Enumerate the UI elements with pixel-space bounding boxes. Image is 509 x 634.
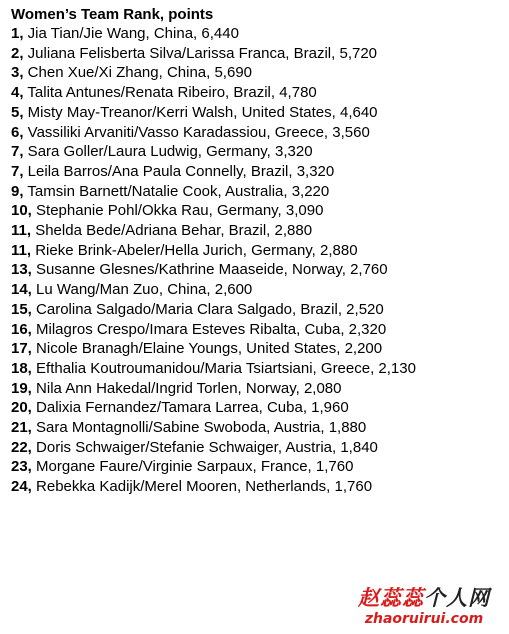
rank-number: 14,	[11, 281, 32, 299]
rank-number: 17,	[11, 340, 32, 358]
ranking-row	[11, 379, 416, 399]
ranking-row	[11, 477, 416, 497]
rank-number: 7,	[11, 143, 24, 161]
rank-number: 11,	[11, 241, 32, 259]
ranking-row	[11, 83, 416, 103]
team-entry: Misty May-Treanor/Kerri Walsh, United States, 4,640	[23, 103, 378, 121]
ranking-row	[11, 182, 416, 202]
team-entry: Sara Goller/Laura Ludwig, Germany, 3,320	[23, 143, 313, 161]
ranking-row	[11, 241, 416, 261]
rank-number: 3,	[11, 64, 24, 82]
ranking-row	[11, 320, 416, 340]
rank-number: 16,	[11, 320, 32, 338]
team-entry: Milagros Crespo/Imara Esteves Ribalta, Cuba, 2,320	[31, 320, 387, 338]
team-entry: Nicole Branagh/Elaine Youngs, United States, 2,200	[31, 340, 383, 358]
ranking-row	[11, 457, 416, 477]
rank-number: 2,	[11, 44, 24, 62]
team-entry: Rebekka Kadijk/Merel Mooren, Netherlands, 1,760	[31, 478, 373, 496]
team-entry: Juliana Felisberta Silva/Larissa Franca, Brazil, 5,720	[23, 44, 378, 62]
watermark-site-name	[349, 586, 499, 610]
team-entry: Susanne Glesnes/Kathrine Maaseide, Norway, 2,760	[31, 261, 388, 279]
ranking-row	[11, 221, 416, 241]
ranking-row	[11, 44, 416, 64]
rank-number: 21,	[11, 419, 32, 437]
team-entry: Leila Barros/Ana Paula Connelly, Brazil, 3,320	[23, 162, 335, 180]
team-entry: Tamsin Barnett/Natalie Cook, Australia, 3,220	[23, 182, 330, 200]
rank-number: 11,	[11, 222, 32, 240]
rank-number: 4,	[11, 84, 24, 102]
ranking-row	[11, 339, 416, 359]
team-entry: Vassiliki Arvaniti/Vasso Karadassiou, Greece, 3,560	[23, 123, 370, 141]
rankings-list	[11, 24, 416, 497]
team-entry: Sara Montagnolli/Sabine Swoboda, Austria, 1,880	[31, 419, 367, 437]
ranking-row	[11, 162, 416, 182]
rank-number: 18,	[11, 359, 32, 377]
rank-number: 19,	[11, 379, 32, 397]
site-watermark	[349, 586, 499, 628]
ranking-row	[11, 103, 416, 123]
ranking-row	[11, 63, 416, 83]
rank-number: 7,	[11, 162, 24, 180]
team-entry: Stephanie Pohl/Okka Rau, Germany, 3,090	[31, 202, 324, 220]
ranking-row	[11, 418, 416, 438]
ranking-row	[11, 201, 416, 221]
ranking-row	[11, 359, 416, 379]
team-entry: Carolina Salgado/Maria Clara Salgado, Brazil, 2,520	[31, 300, 384, 318]
ranking-row	[11, 123, 416, 143]
rank-number: 20,	[11, 399, 32, 417]
rank-number: 23,	[11, 458, 32, 476]
rank-number: 13,	[11, 261, 32, 279]
team-entry: Talita Antunes/Renata Ribeiro, Brazil, 4,780	[23, 84, 317, 102]
ranking-row	[11, 260, 416, 280]
team-entry: Morgane Faure/Virginie Sarpaux, France, 1,760	[31, 458, 354, 476]
rank-number: 5,	[11, 103, 24, 121]
team-entry: Doris Schwaiger/Stefanie Schwaiger, Austria, 1,840	[31, 438, 378, 456]
rank-number: 24,	[11, 478, 32, 496]
team-entry: Jia Tian/Jie Wang, China, 6,440	[23, 25, 239, 42]
team-entry: Rieke Brink-Abeler/Hella Jurich, Germany, 2,880	[31, 241, 358, 259]
page-title: Women’s Team Rank, points	[11, 6, 214, 23]
ranking-row	[11, 24, 416, 44]
watermark-name: 赵蕊蕊	[358, 585, 424, 610]
ranking-row	[11, 398, 416, 418]
team-entry: Efthalia Koutroumanidou/Maria Tsiartsiani, Greece, 2,130	[31, 359, 416, 377]
ranking-row	[11, 300, 416, 320]
watermark-suffix: 个人网	[424, 585, 490, 610]
rank-number: 10,	[11, 202, 32, 220]
watermark-url: zhaoruirui.com	[364, 611, 484, 627]
ranking-row	[11, 142, 416, 162]
team-entry: Lu Wang/Man Zuo, China, 2,600	[31, 281, 253, 299]
team-entry: Chen Xue/Xi Zhang, China, 5,690	[23, 64, 253, 82]
ranking-row	[11, 280, 416, 300]
rank-number: 15,	[11, 300, 32, 318]
rank-number: 1,	[11, 25, 24, 42]
rank-number: 9,	[11, 182, 24, 200]
team-entry: Dalixia Fernandez/Tamara Larrea, Cuba, 1,960	[31, 399, 349, 417]
rank-number: 22,	[11, 438, 32, 456]
rank-number: 6,	[11, 123, 24, 141]
team-entry: Nila Ann Hakedal/Ingrid Torlen, Norway, 2,080	[31, 379, 342, 397]
ranking-row	[11, 438, 416, 458]
team-entry: Shelda Bede/Adriana Behar, Brazil, 2,880	[31, 222, 313, 240]
